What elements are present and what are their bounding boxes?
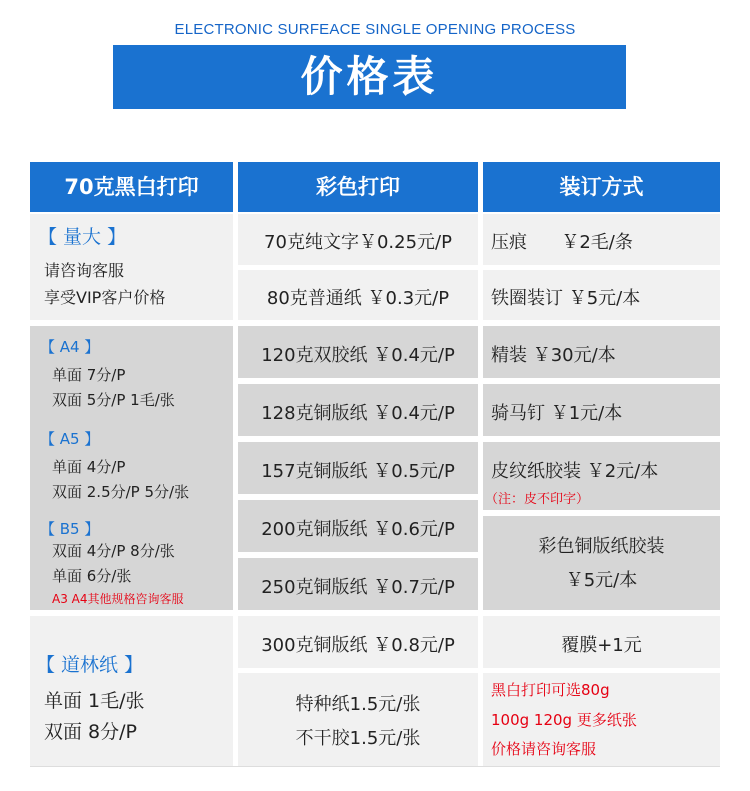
b5-tag: 【 B5 】 — [40, 520, 100, 538]
binding-item: 压痕 ￥2毛/条 — [491, 232, 633, 253]
color-row-5 — [238, 442, 478, 494]
special-line1: 特种纸1.5元/张 — [295, 694, 421, 715]
binding-item: 皮纹纸胶装 ￥2元/本 — [491, 461, 659, 482]
header-color: 彩色打印 — [238, 162, 478, 212]
binding-note: （注：皮不印字） — [485, 492, 590, 507]
note-line-3: 价格请咨询客服 — [491, 740, 597, 758]
color-price: 70克纯文字￥0.25元/P — [264, 232, 452, 253]
subtitle: ELECTRONIC SURFEACE SINGLE OPENING PROCESS — [174, 21, 576, 38]
a4-tag: 【 A4 】 — [40, 338, 100, 356]
bottom-divider — [30, 766, 720, 767]
bulk-line2: 享受VIP客户价格 — [44, 288, 166, 307]
bulk-tag: 【 量大 】 — [38, 226, 127, 248]
binding-item: 精装 ￥30元/本 — [491, 345, 616, 366]
header-bw: 70克黑白打印 — [30, 162, 233, 212]
binding-row-2 — [483, 270, 720, 320]
binding-row-4 — [483, 384, 720, 436]
color-price: 200克铜版纸 ￥0.6元/P — [261, 519, 455, 540]
binding-row-3 — [483, 326, 720, 378]
caise-line1: 彩色铜版纸胶装 — [538, 536, 665, 557]
special-line2: 不干胶1.5元/张 — [295, 728, 421, 749]
a5-line1: 单面 4分/P — [52, 458, 126, 476]
b5-line2: 单面 6分/张 — [52, 567, 132, 585]
color-price: 250克铜版纸 ￥0.7元/P — [261, 577, 455, 598]
binding-item: 骑马钉 ￥1元/本 — [491, 403, 623, 424]
daolin-line1: 单面 1毛/张 — [44, 690, 145, 712]
binding-note-cell — [483, 673, 720, 766]
color-row-3 — [238, 326, 478, 378]
color-price: 157克铜版纸 ￥0.5元/P — [261, 461, 455, 482]
color-price: 80克普通纸 ￥0.3元/P — [266, 288, 450, 309]
page-title: 价格表 — [300, 52, 439, 101]
daolin-tag: 【 道林纸 】 — [36, 654, 144, 676]
bw-sizes-cell — [30, 326, 233, 610]
bw-bulk-cell — [30, 214, 233, 320]
title-bar — [113, 45, 626, 109]
binding-row-5 — [483, 442, 720, 510]
b5-line1: 双面 4分/P 8分/张 — [52, 542, 175, 560]
a5-line2: 双面 2.5分/P 5分/张 — [52, 483, 190, 501]
caise-line2: ￥5元/本 — [565, 570, 638, 591]
color-special-cell — [238, 673, 478, 766]
color-price: 128克铜版纸 ￥0.4元/P — [261, 403, 455, 424]
note-line-2: 100g 120g 更多纸张 — [491, 711, 637, 729]
color-row-7 — [238, 558, 478, 610]
color-row-2 — [238, 270, 478, 320]
binding-item: 铁圈装订 ￥5元/本 — [491, 288, 641, 309]
color-row-4 — [238, 384, 478, 436]
size-note: A3 A4其他规格咨询客服 — [52, 592, 184, 606]
a4-line1: 单面 7分/P — [52, 366, 126, 384]
binding-row-7 — [483, 616, 720, 668]
color-row-6 — [238, 500, 478, 552]
a4-line2: 双面 5分/P 1毛/张 — [52, 391, 175, 409]
binding-row-1 — [483, 214, 720, 265]
binding-row-6 — [483, 516, 720, 610]
bulk-line1: 请咨询客服 — [44, 261, 125, 280]
color-row-8 — [238, 616, 478, 668]
daolin-line2: 双面 8分/P — [44, 721, 137, 743]
a5-tag: 【 A5 】 — [40, 430, 100, 448]
film-label: 覆膜+1元 — [561, 635, 642, 656]
color-price: 120克双胶纸 ￥0.4元/P — [261, 345, 455, 366]
header-binding: 装订方式 — [483, 162, 720, 212]
color-row-1 — [238, 214, 478, 265]
note-line-1: 黑白打印可选80g — [491, 681, 610, 699]
color-price: 300克铜版纸 ￥0.8元/P — [261, 635, 455, 656]
bw-daolin-cell — [30, 616, 233, 766]
